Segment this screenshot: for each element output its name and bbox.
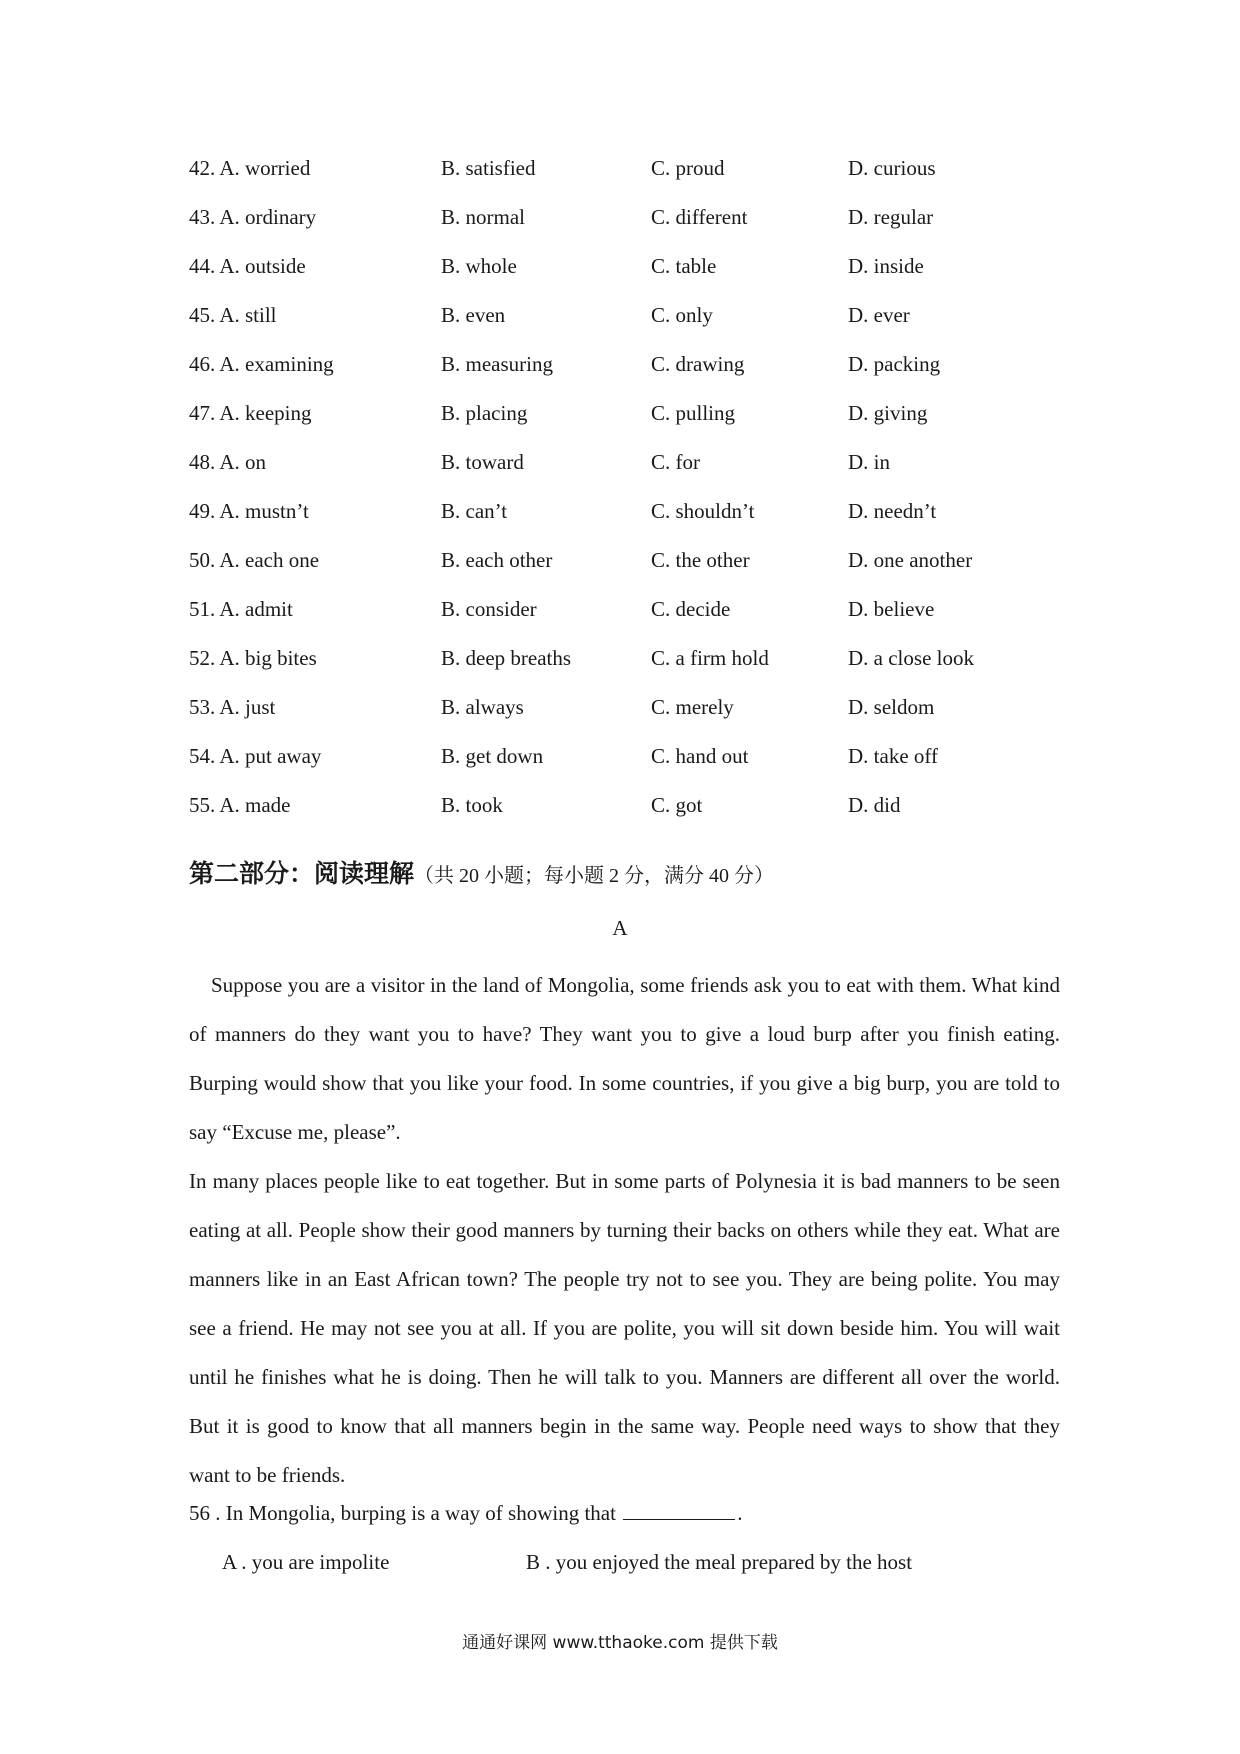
option-a: 44. A. outside (189, 254, 306, 278)
option-d: D. packing (848, 352, 941, 376)
option-c: C. for (651, 450, 700, 474)
option-b: B. get down (441, 744, 544, 768)
option-row-42 (189, 156, 1069, 205)
option-row-44 (189, 254, 1069, 303)
cloze-options (189, 156, 1069, 842)
question-56 (189, 1500, 742, 1526)
reading-passage (189, 961, 1060, 1500)
option-row-47 (189, 401, 1069, 450)
option-row-46 (189, 352, 1069, 401)
option-a: 49. A. mustn’t (189, 499, 309, 523)
option-c: C. the other (651, 548, 750, 572)
option-d: D. needn’t (848, 499, 937, 523)
question-stem-end: . (737, 1501, 743, 1525)
option-c: C. proud (651, 156, 725, 180)
option-d: D. seldom (848, 695, 935, 719)
option-row-53 (189, 695, 1069, 744)
option-a: 53. A. just (189, 695, 276, 719)
option-b: B. normal (441, 205, 525, 229)
passage-label: A (612, 916, 628, 940)
option-row-55 (189, 793, 1069, 842)
option-a: 48. A. on (189, 450, 267, 474)
option-d: D. giving (848, 401, 928, 425)
option-c: C. drawing (651, 352, 745, 376)
option-b: B. deep breaths (441, 646, 572, 670)
option-c: C. only (651, 303, 713, 327)
option-c: C. merely (651, 695, 734, 719)
option-c: C. different (651, 205, 748, 229)
answer-option-b: B . you enjoyed the meal prepared by the host (526, 1550, 913, 1574)
section-heading (189, 858, 774, 892)
option-a: 42. A. worried (189, 156, 311, 180)
option-d: D. regular (848, 205, 934, 229)
option-a: 47. A. keeping (189, 401, 312, 425)
question-stem: 56 . In Mongolia, burping is a way of showing that (189, 1501, 616, 1525)
option-b: B. toward (441, 450, 524, 474)
option-d: D. curious (848, 156, 936, 180)
option-a: 45. A. still (189, 303, 277, 327)
option-d: D. a close look (848, 646, 974, 670)
option-c: C. got (651, 793, 703, 817)
option-b: B. took (441, 793, 503, 817)
passage-paragraph: Suppose you are a visitor in the land of Mongolia, some friends ask you to eat with them. What kind of manners do they want you to have? They want you to give a loud burp after you finish eating. Burping would show that you like your food. In some countries, if you give a big burp, you are told to say “Excuse me, please”. (189, 973, 1060, 1144)
option-c: C. table (651, 254, 717, 278)
option-b: B. satisfied (441, 156, 536, 180)
answer-blank (623, 1501, 735, 1520)
option-d: D. did (848, 793, 901, 817)
option-row-52 (189, 646, 1069, 695)
option-d: D. believe (848, 597, 935, 621)
passage-paragraph: In many places people like to eat together. But in some parts of Polynesia it is bad manners to be seen eating at all. People show their good manners by turning their backs on others while they eat. What are manners like in an East African town? The people try not to see you. They are being polite. You may see a friend. He may not see you at all. If you are polite, you will sit down beside him. You will wait until he finishes what he is doing. Then he will talk to you. Manners are different all over the world. But it is good to know that all manners begin in the same way. People need ways to show that they want to be friends. (189, 1169, 1060, 1487)
option-d: D. take off (848, 744, 938, 768)
option-b: B. each other (441, 548, 553, 572)
option-b: B. measuring (441, 352, 553, 376)
option-a: 50. A. each one (189, 548, 320, 572)
option-row-50 (189, 548, 1069, 597)
option-b: B. consider (441, 597, 537, 621)
option-c: C. pulling (651, 401, 736, 425)
option-row-51 (189, 597, 1069, 646)
answer-option-a: A . you are impolite (222, 1550, 390, 1574)
option-c: C. a firm hold (651, 646, 769, 670)
option-a: 54. A. put away (189, 744, 322, 768)
section-note: （共 20 小题；每小题 2 分，满分 40 分） (414, 865, 775, 887)
option-b: B. always (441, 695, 524, 719)
option-row-43 (189, 205, 1069, 254)
option-b: B. whole (441, 254, 517, 278)
option-a: 43. A. ordinary (189, 205, 317, 229)
option-row-48 (189, 450, 1069, 499)
option-row-49 (189, 499, 1069, 548)
option-a: 55. A. made (189, 793, 291, 817)
option-c: C. decide (651, 597, 731, 621)
option-row-45 (189, 303, 1069, 352)
option-d: D. in (848, 450, 890, 474)
option-row-54 (189, 744, 1069, 793)
option-b: B. even (441, 303, 506, 327)
option-b: B. can’t (441, 499, 508, 523)
option-c: C. hand out (651, 744, 749, 768)
option-a: 51. A. admit (189, 597, 293, 621)
page-footer: 通通好课网 www.tthaoke.com 提供下载 (462, 1633, 778, 1653)
option-d: D. ever (848, 303, 910, 327)
option-b: B. placing (441, 401, 528, 425)
section-title: 第二部分：阅读理解 (189, 859, 415, 888)
option-d: D. one another (848, 548, 973, 572)
option-a: 52. A. big bites (189, 646, 317, 670)
option-d: D. inside (848, 254, 924, 278)
option-c: C. shouldn’t (651, 499, 755, 523)
option-a: 46. A. examining (189, 352, 334, 376)
